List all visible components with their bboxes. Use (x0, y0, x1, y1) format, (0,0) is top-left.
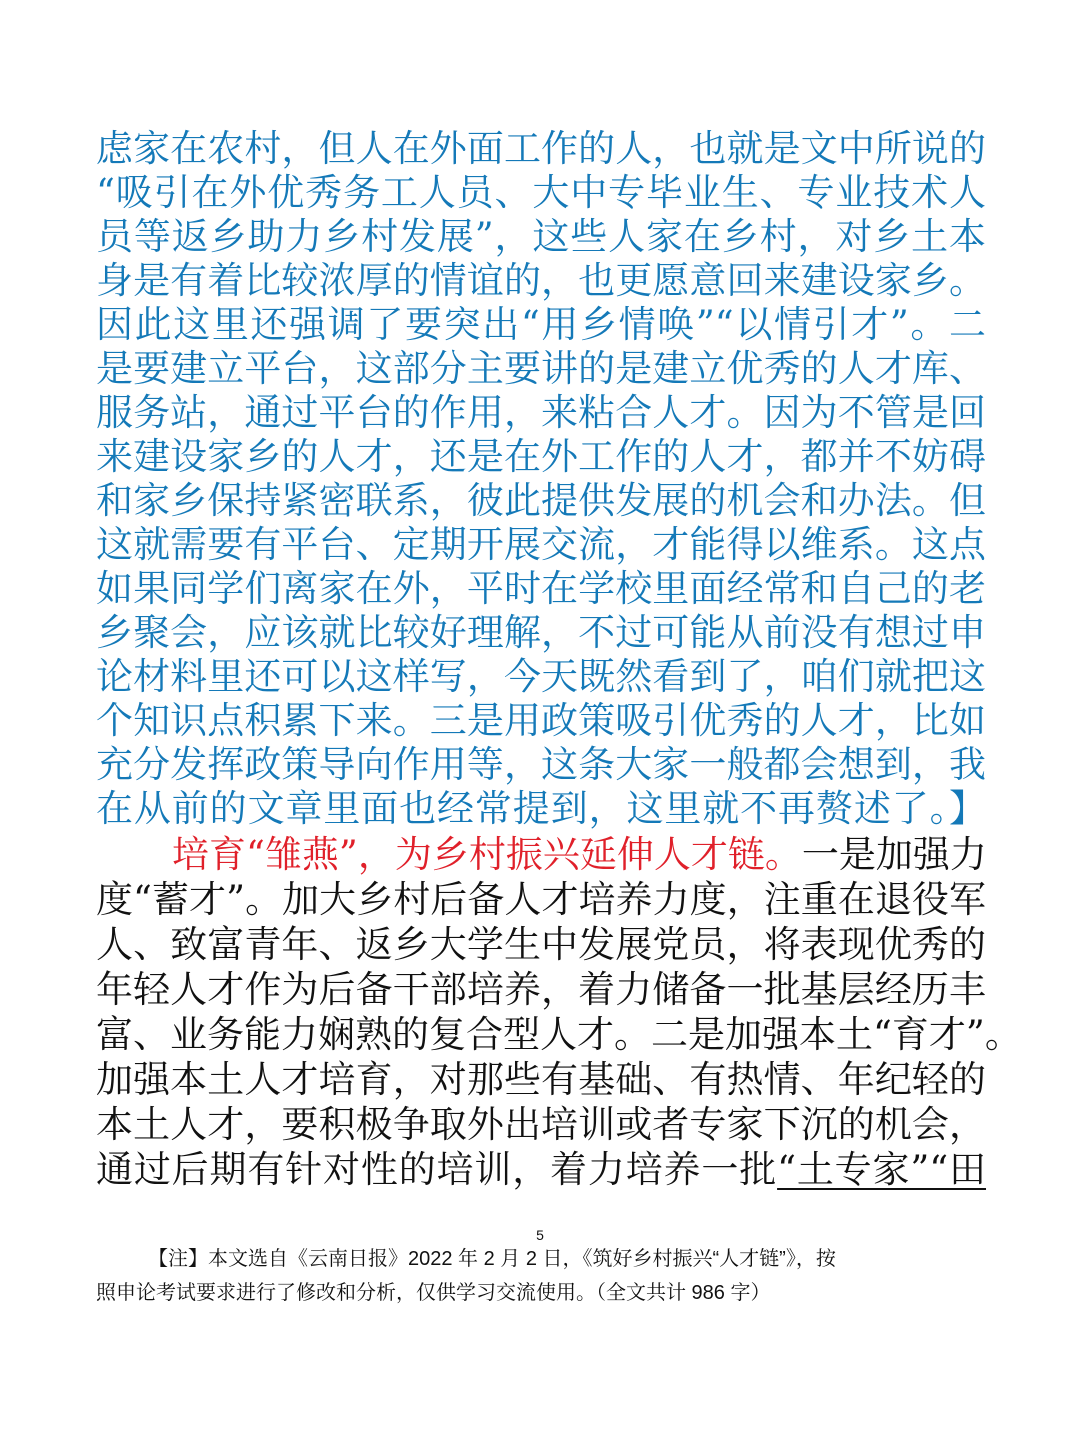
body-line-12: 乡聚会，应该就比较好理解，不过可能从前没有想过申 (96, 611, 986, 654)
page-number: 5 (536, 1227, 544, 1243)
body-line-6: 是要建立平台，这部分主要讲的是建立优秀的人才库、 (96, 347, 986, 390)
last-line-plain: 通过后期有针对性的培训，着力培养一批 (96, 1148, 778, 1191)
body-line-2: “吸引在外优秀务工人员、大中专毕业生、专业技术人 (96, 171, 986, 214)
body-line-4: 身是有着比较浓厚的情谊的，也更愿意回来建设家乡。 (96, 259, 986, 302)
body-line-7: 服务站，通过平台的作用，来粘合人才。因为不管是回 (96, 391, 986, 434)
body-line-21: 加强本土人才培育，对那些有基础、有热情、年纪轻的 (96, 1058, 986, 1101)
footnote-line-1: 【注】本文选自《云南日报》2022 年 2 月 2 日，《筑好乡村振兴“人才链”》，按 (148, 1248, 836, 1270)
footnote (96, 1242, 986, 1310)
body-line-3: 员等返乡助力乡村发展”，这些人家在乡村，对乡土本 (96, 215, 986, 258)
body-line-20: 富、业务能力娴熟的复合型人才。二是加强本土“育才”。 (96, 1013, 1022, 1056)
body-line-14: 个知识点积累下来。三是用政策吸引优秀的人才，比如 (96, 699, 986, 742)
body-line-17: 度“蓄才”。加大乡村后备人才培养力度，注重在退役军 (96, 878, 986, 921)
body-line-16: 在从前的文章里面也经常提到，这里就不再赘述了。】 (96, 787, 986, 830)
body-line-8: 来建设家乡的人才，还是在外工作的人才，都并不妨碍 (96, 435, 986, 478)
body-line-15: 充分发挥政策导向作用等，这条大家一般都会想到，我 (96, 743, 986, 786)
body-line-9: 和家乡保持紧密联系，彼此提供发展的机会和办法。但 (96, 479, 986, 522)
black-heading-tail: 一是加强力 (801, 833, 987, 876)
body-line-23 (96, 1143, 986, 1197)
body-line-19: 年轻人才作为后备干部培养，着力储备一批基层经历丰 (96, 968, 986, 1011)
body-line-22: 本土人才，要积极争取外出培训或者专家下沉的机会， (96, 1103, 986, 1146)
body-line-13: 论材料里还可以这样写，今天既然看到了，咱们就把这 (96, 655, 986, 698)
body-line-1: 虑家在农村，但人在外面工作的人，也就是文中所说的 (96, 127, 986, 170)
body-line-10: 这就需要有平台、定期开展交流，才能得以维系。这点 (96, 523, 986, 566)
body-line-18: 人、致富青年、返乡大学生中发展党员，将表现优秀的 (96, 923, 986, 966)
last-line-underlined: “土专家”“田 (777, 1148, 987, 1191)
body-line-5: 因此这里还强调了要突出“用乡情唤”“以情引才”。二 (96, 303, 986, 346)
red-heading: 培育“雏燕”，为乡村振兴延伸人才链。 (172, 833, 802, 876)
footnote-line-2: 照申论考试要求进行了修改和分析，仅供学习交流使用。（全文共计 986 字） (96, 1282, 771, 1304)
body-line-11: 如果同学们离家在外，平时在学校里面经常和自己的老 (96, 567, 986, 610)
